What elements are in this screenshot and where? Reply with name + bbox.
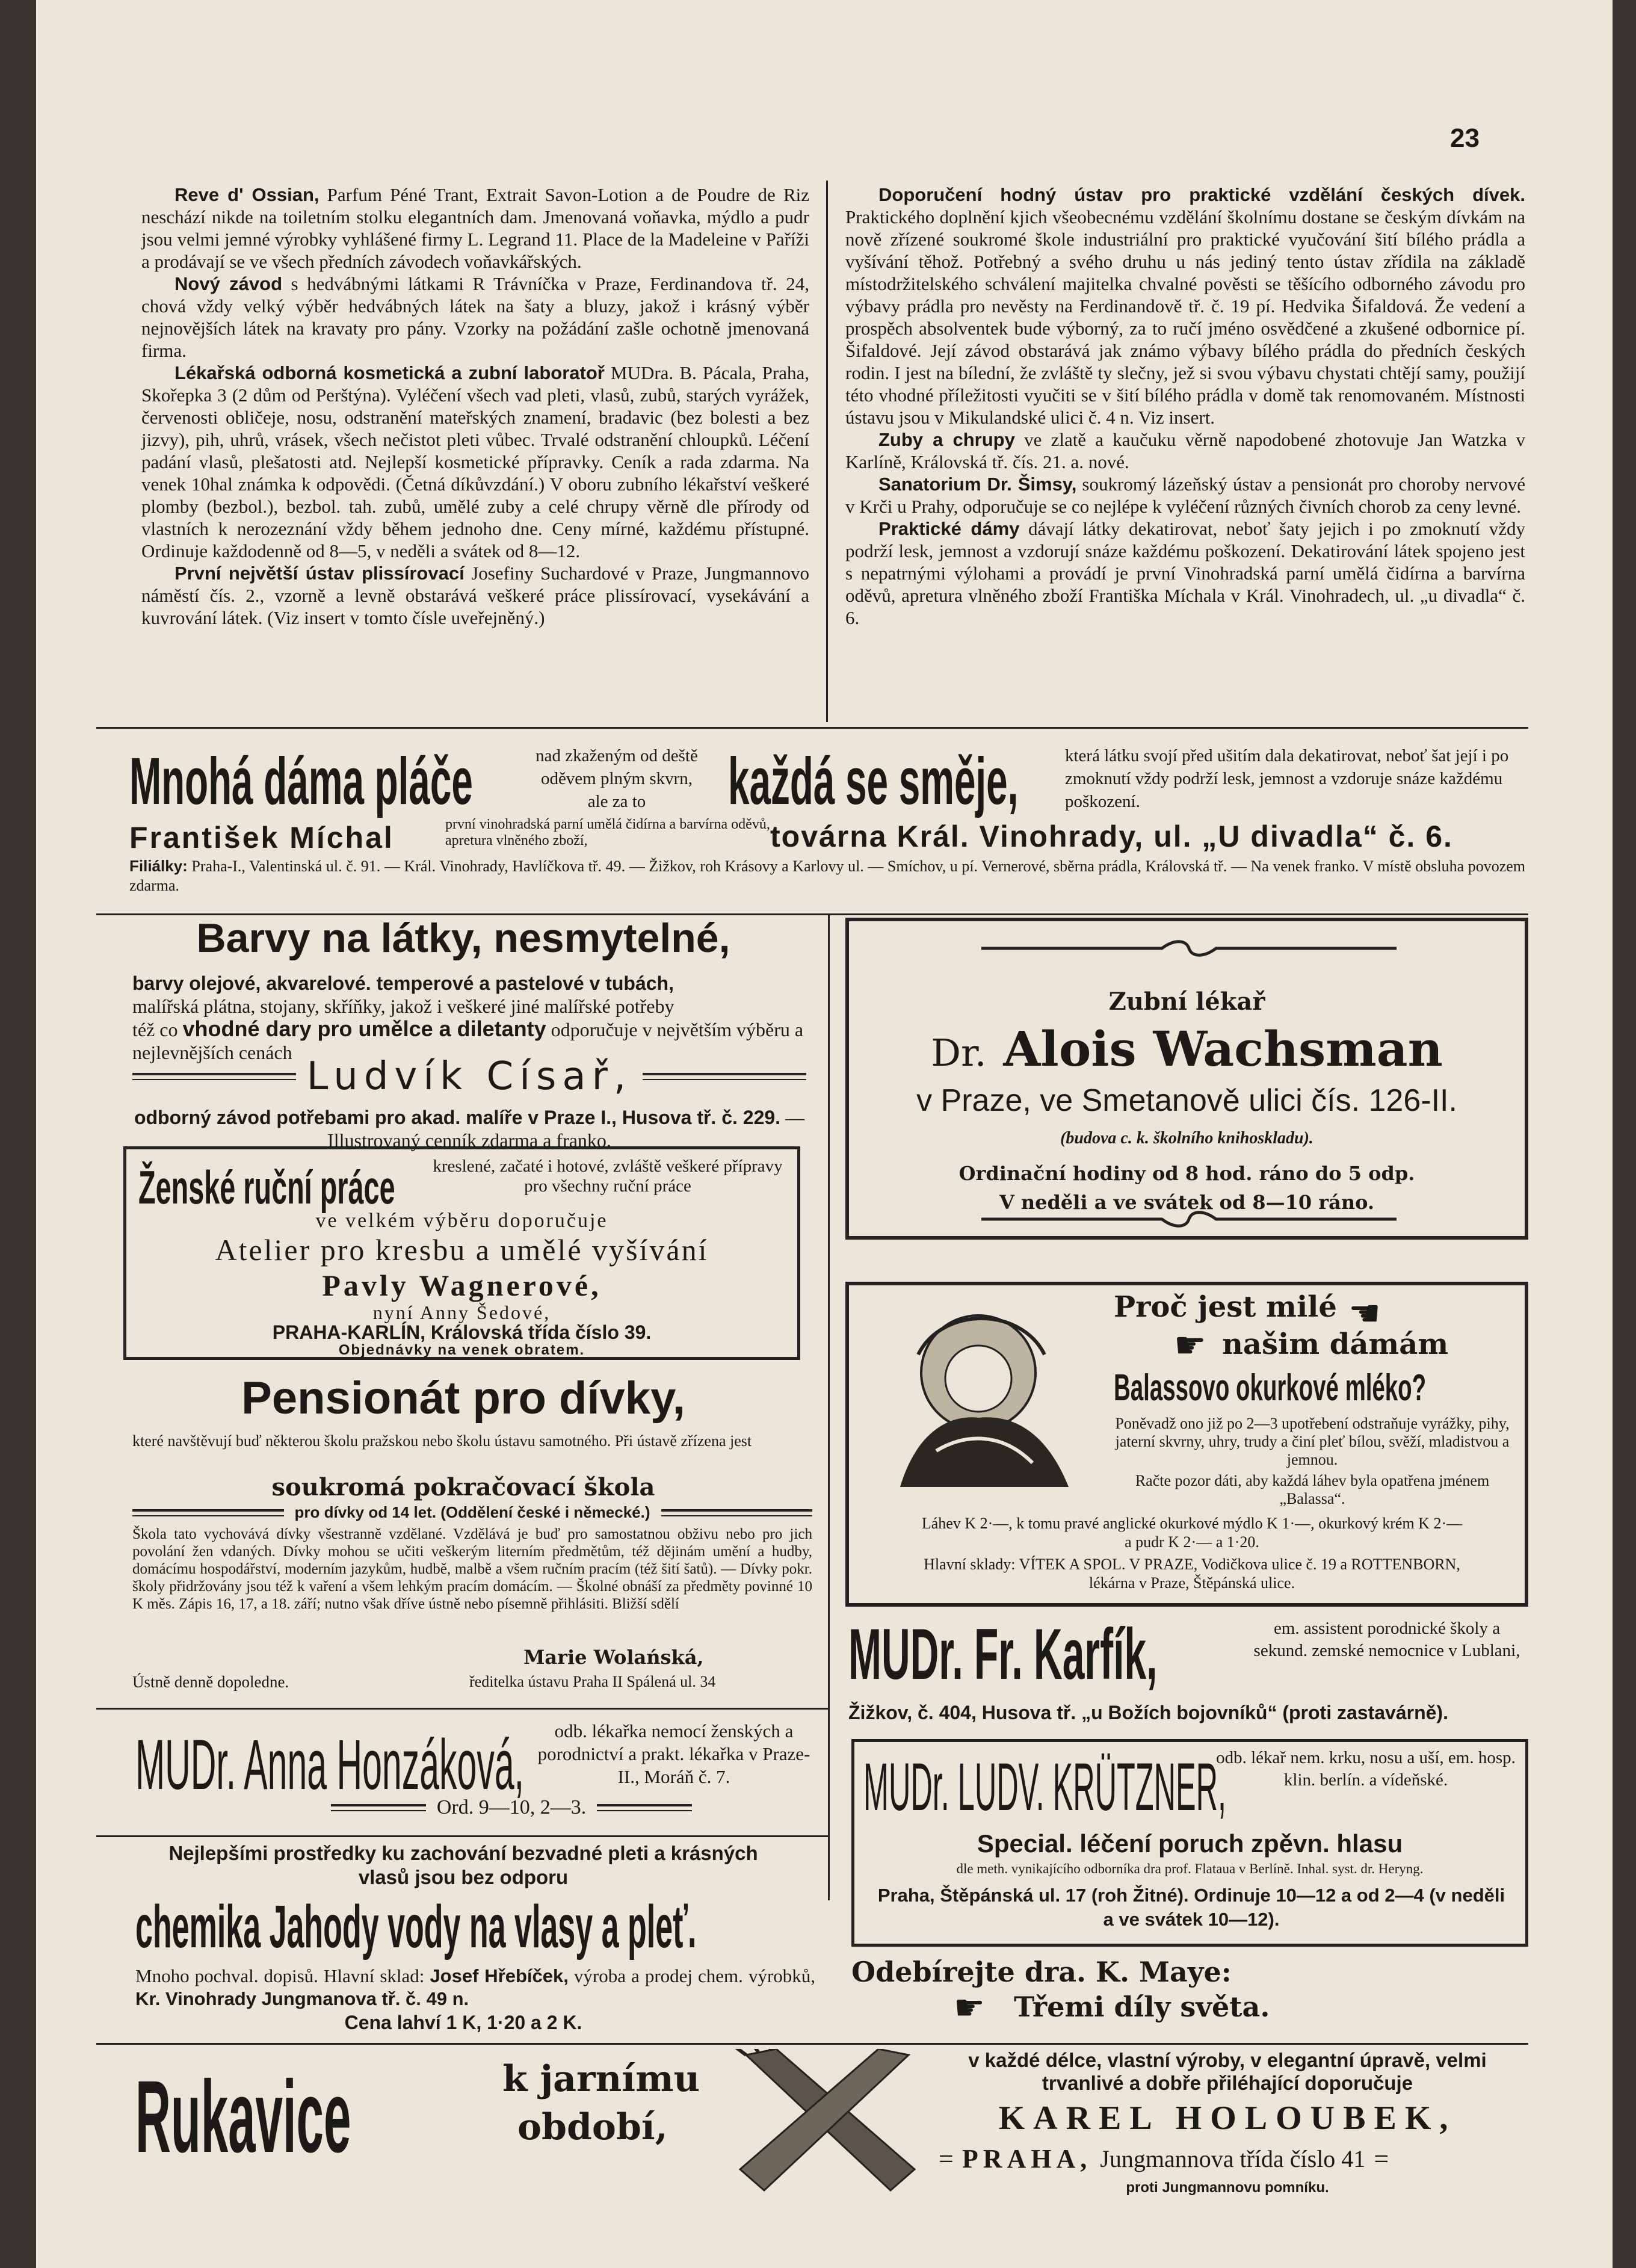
pointing-hand-icon: ☚ xyxy=(1348,1294,1381,1333)
divider-top-ads xyxy=(96,727,1528,729)
pension-title: Pensionát pro dívky, xyxy=(241,1373,685,1424)
wachsman-note: (budova c. k. školního knihoskladu). xyxy=(1060,1129,1313,1148)
jahoda-ad xyxy=(102,1841,824,2040)
paragraph-pacal: Lékařská odborná kosmetická a zubní laboratoř MUDra. B. Pácala, Praha, Skořepka 3 (2 dům od Perštýna). Vyléčení všech vad pleti, vlasů, zubů, starých vyrážek, červenosti obličeje, nosu, odstranění mateřských znamení, bradavic (bez bolesti a bez jizvy), pih, uhrů, vrásek, všech nečistot pleti vůbec. Trvalé odstranění chloupků. Léčení padání vlasů, plešatosti atd. Nejlepší kosmetické přípravky. Ceník a rada zdarma. Na venek 10hal známka k odpovědi. (Četná díkůvzdání.) V oboru zubního lékařství veškeré plomby (bezbol.), bezbol. tah. zubů, umělé zuby a celé chrupy věrně dle přírody od vlastních k nerozeznání vždy během jednoho dne. Ceny mírné, každému přístupné. Ordinuje každodenně od 8—5, v neděli a svátek od 8—12. xyxy=(141,362,809,561)
paragraph-prakticke-damy: Praktické dámy dávají látky dekatirovat, neboť šaty jejich i po zmoknutí vždy podrží lesk, jemnost a vzdorují snáze každému poškození. Dekatirování látek spojeno jest s nepatrnými výlohami a provádí je první Vinohradská parní umělá čidírna a barvírna oděvů, apretura vlněného zboží Františka Míchala v Král. Vinohradech, ul. „u divadla“ č. 6. xyxy=(845,518,1525,628)
wachsman-label: Zubní lékař xyxy=(1108,987,1265,1016)
michal-right-text: která látku svojí před ušitím dala dekatirovat, neboť šat její i po zmoknutí vždy podrží lesk, jemnost a vzdoruje snáze každému poškození. xyxy=(1065,746,1509,811)
balassa-stores: Hlavní sklady: VÍTEK A SPOL. V PRAZE, Vodičkova ulice č. 19 a ROTTENBORN, lékárna v Praze, Štěpánská ulice. xyxy=(924,1556,1460,1592)
karfik-name: MUDr. Fr. Karfík, xyxy=(848,1614,1158,1695)
lady-portrait-illustration xyxy=(864,1306,1099,1493)
honzakova-title: odb. lékařka nemocí ženských a porodnictví a prakt. lékařka v Praze-II., Moráň č. 7. xyxy=(537,1720,810,1787)
michal-name-sub: první vinohradská parní umělá čidírna a barvírna oděvů, apretura vlněného zboží, xyxy=(445,817,770,848)
cisar-name-row xyxy=(132,1054,806,1099)
balassa-prices: Láhev K 2·—, k tomu pravé anglické okurkové mýdlo K 1·—, okurkový krém K 2·— a pudr K 2·— a 1·20. xyxy=(921,1515,1463,1551)
wagnerova-title: Ženské ruční práce xyxy=(138,1161,395,1214)
paragraph-travnicek: Nový závod s hedvábnými látkami R Trávníčka v Praze, Ferdinandova tř. 24, chová vždy velký výběr hedvábných látek na šaty a bluzy, jakož i krásný výběr nejnovějších látek na kravaty pro pány. Vzorky na požádání zašle ochotně jmenovaná firma. xyxy=(141,273,809,361)
paragraph-watzka: Zuby a chrupy ve zlatě a kaučuku věrně napodobené zhotovuje Jan Watzka v Karlíně, Královská tř. čís. 21. a. nové. xyxy=(845,429,1525,472)
divider-left-1 xyxy=(96,1708,828,1710)
honzakova-name: MUDr. Anna Honzáková, xyxy=(135,1725,525,1805)
cisar-ad xyxy=(102,915,824,1155)
paragraph-suchardova: První největší ústav plissírovací Josefiny Suchardové v Praze, Jungmannovo náměstí čís. 2., vzorně a levně obstarává veškeré práce plissírovací, vysekávání a kuvrování látek. (Viz insert v tomto čísle uveřejněný.) xyxy=(141,563,809,628)
pension-ad xyxy=(102,1372,824,1697)
balassa-title1: Proč jest milé xyxy=(1114,1290,1337,1324)
karfik-title: em. assistent porodnické školy a sekund. zemské nemocnice v Lublani, xyxy=(1253,1619,1520,1660)
holoubek-text: v každé délce, vlastní výroby, v elegantní úpravě, velmi trvanlivé a dobře přiléhající doporučuje xyxy=(968,2049,1487,2094)
paragraph-sifaldova: Doporučení hodný ústav pro praktické vzdělání českých dívek. Praktického doplnění kjich všeobecnému vzdělání školnímu dostane se českým dívkám na nově zřízené soukromé škole industriální pro praktické vyučování šití bílého prádla a vyšívání těhož. Potřebný a svého druhu u nás jediný tento ústav zřídila na základě místodržitelského schválení majitelka chvalné pověsti se těšícího odborného závodu pro výbavy prádla pro nevěsty na Ferdinandově tř. č. 19 pí. Hedvika Šifaldová. Že vedení a prospěch absolventek bude výborný, za to ručí jméno osvědčené a zkušené odbornice pí. Šifaldové. Její závod obstarává jak známo výbavy bílého prádla do předních českých rodin. I jest na bílední, že zvláště ty slečny, jež si svou výbavu chystati chtějí samy, použijí této vhodné příležitosti vyučiti se v šití bílého prádla v domě tak renomovaném. Místnosti ústavu jsou v Mikulandské ulici č. 4 n. Viz insert. xyxy=(845,184,1525,428)
holoubek-title: Rukavice xyxy=(135,2060,351,2174)
michal-headline-right: každá se směje, xyxy=(728,744,1019,818)
pension-signer: Marie Wolańská, xyxy=(523,1646,704,1669)
michal-branches: Filiálky: Praha-I., Valentinská ul. č. 91. — Král. Vinohrady, Havlíčkova tř. 49. — Žižkov, roh Krásovy a Karlovy ul. — Smíchov, u pí. Vernerové, sběrna prádla, Královská tř. — Na venek franko. V místě obsluha povozem zdarma. xyxy=(129,857,1525,894)
pension-school: soukromá pokračovací škola xyxy=(271,1473,655,1501)
karfik-ad xyxy=(845,1613,1528,1733)
pension-signer-title: ředitelka ústavu Praha II Spálená ul. 34 xyxy=(469,1673,716,1690)
jahoda-title: chemika Jahody vody na vlasy a pleť. xyxy=(135,1893,697,1961)
pension-body: Škola tato vychovává dívky všestranně vzdělané. Vzdělává je buď pro samostatnou obživu nebo pro jich povolání žen vdaných. Dívky mohou se učiti veškerým literním předmětům, též dějinám umění a hudby, domácímu hospodářství, moderním jazykům, hudbě, malbě a všem ručním pracím (též šití šatů). — Dívky pokr. školy přidržovány jsou též k vaření a všem lehkým pracím domácím. — Školné obnáší za předměty povinné 10 K měs. Zápis 16, 17, a 18. září; nutno však dříve ústně nebo písemně přihlásiti. Bližší sdělí xyxy=(132,1526,812,1612)
maye-line2: Třemi díly světa. xyxy=(1014,1991,1270,2023)
wagnerova-address: PRAHA-KARLÍN, Královská třída číslo 39. xyxy=(272,1321,652,1343)
krutzner-title: odb. lékař nem. krku, nosu a uší, em. hosp. klin. berlín. a vídeňské. xyxy=(1216,1748,1516,1790)
maye-ad xyxy=(845,1956,1528,2028)
krutzner-address: Praha, Štěpánská ul. 17 (roh Žitné). Ordinuje 10—12 a od 2—4 (v neděli a ve svátek 10—12). xyxy=(877,1885,1505,1930)
krutzner-ad xyxy=(851,1739,1528,1947)
paragraph-ossian: Reve d' Ossian, Parfum Péné Trant, Extrait Savon-Lotion a de Poudre de Riz neschází nikde na toiletním stolku elegantních dam. Jmenovaná voňavka, mýdlo a pudr jsou velmi jemné výrobky vyhlášené firmy L. Legrand 11. Place de la Madeleine v Paříži a prodávají se ve všech předních závodech voňavkářských. xyxy=(141,184,809,272)
michal-name: František Míchal xyxy=(129,821,394,854)
column-divider xyxy=(826,181,828,722)
cisar-name: Ludvík Císař, xyxy=(306,1054,632,1099)
pointing-hand-icon-3: ☛ xyxy=(954,1988,985,2027)
holoubek-sub2: období, xyxy=(517,2106,668,2148)
page-number: 23 xyxy=(1450,123,1480,153)
honzakova-ad xyxy=(102,1715,824,1823)
cisar-title: Barvy na látky, nesmytelné, xyxy=(196,915,730,961)
krutzner-special: Special. léčení poruch zpěvn. hlasu xyxy=(977,1829,1403,1858)
crossed-gloves-illustration xyxy=(728,2049,927,2193)
wachsman-ad xyxy=(845,918,1528,1240)
pointing-hand-icon-2: ☛ xyxy=(1174,1326,1206,1365)
cisar-body: barvy olejové, akvarelové. temperové a pastelové v tubách, malířská plátna, stojany, skříňky, jakož i veškeré jiné malířské potřeby též co vhodné dary pro umělce a diletanty odporučuje v největším výběru a nejlevnějších cenách xyxy=(132,972,804,1063)
pension-intro: které navštěvují buď některou školu pražskou nebo školu ústavu samotného. Při ústavě zřízena jest xyxy=(132,1432,752,1450)
wagnerova-atelier: Atelier pro kresbu a umělé vyšívání xyxy=(215,1233,709,1267)
ornament-bottom xyxy=(981,1210,1397,1228)
divider-left-2 xyxy=(96,1835,828,1837)
ads-divider xyxy=(828,913,830,1900)
michal-headline-left: Mnohá dáma pláče xyxy=(129,744,473,818)
holoubek-address-row: = PRAHA, Jungmannova třída číslo 41 = xyxy=(939,2144,1389,2174)
holoubek-sub1: k jarnímu xyxy=(502,2058,700,2100)
honzakova-hours-row xyxy=(331,1796,692,1819)
jahoda-intro: Nejlepšími prostředky ku zachování bezvadné pleti a krásných vlasů jsou bez odporu xyxy=(168,1842,758,1888)
right-text-column xyxy=(845,184,1525,629)
balassa-text2: Račte pozor dáti, aby každá láhev byla opatřena jménem „Balassa“. xyxy=(1135,1472,1490,1507)
wachsman-address: v Praze, ve Smetanově ulici čís. 126-II. xyxy=(916,1083,1457,1118)
maye-line1: Odebírejte dra. K. Maye: xyxy=(851,1956,1232,1988)
honzakova-hours: Ord. 9—10, 2—3. xyxy=(436,1796,587,1818)
paragraph-simsa: Sanatorium Dr. Šimsy, soukromý lázeňský ústav a pensionát pro choroby nervové v Krči u Prahy, odporučuje se co nejlépe k vyléčení různých čivních chorob za ceny levné. xyxy=(845,474,1525,517)
krutzner-name: MUDr. LUDV. KRÜTZNER, xyxy=(863,1749,1227,1825)
holoubek-ad xyxy=(102,2046,1528,2220)
michal-mid-text: nad zkaženým od deště oděvem plným skvrn, ale za to xyxy=(536,746,698,811)
ornament-top xyxy=(981,939,1397,951)
wagnerova-ad xyxy=(123,1146,800,1360)
pension-hours: Ústně denně dopoledne. xyxy=(132,1673,289,1691)
pension-school-sub: pro dívky od 14 let. (Oddělení české i německé.) xyxy=(294,1503,650,1521)
pension-school-sub-row xyxy=(132,1503,812,1522)
holoubek-name: KAREL HOLOUBEK, xyxy=(998,2100,1457,2137)
holoubek-address: Jungmannova třída číslo 41 xyxy=(1100,2145,1366,2172)
balassa-product: Balassovo okurkové mléko? xyxy=(1114,1367,1427,1409)
michal-ad xyxy=(96,737,1528,912)
balassa-text1: Poněvadž ono již po 2—3 upotřebení odstraňuje vyrážky, pihy, jaterní skvrny, uhry, trudy a činí pleť bílou, svěží, mladistvou a jemnou. xyxy=(1115,1415,1510,1468)
left-text-column xyxy=(141,184,809,629)
holoubek-city: PRAHA, xyxy=(962,2144,1092,2174)
wagnerova-name: Pavly Wagnerové, xyxy=(322,1268,602,1302)
cisar-footer: odborný závod potřebami pro akad. malíře v Praze I., Husova tř. č. 229. — Illustrovaný cenník zdarma a franko. xyxy=(134,1107,805,1151)
wachsman-name-line: Dr. Alois Wachsman xyxy=(931,1021,1443,1077)
wagnerova-side: kreslené, začaté i hotové, zvláště veškeré přípravy pro všechny ruční práce xyxy=(433,1157,783,1196)
wagnerova-now: nyní Anny Šedové, xyxy=(372,1302,551,1323)
michal-factory: továrna Král. Vinohrady, ul. „U divadla“ č. 6. xyxy=(770,820,1453,853)
holoubek-opp: proti Jungmannovu pomníku. xyxy=(1126,2180,1329,2196)
jahoda-price: Cena lahví 1 K, 1·20 a 2 K. xyxy=(344,2012,582,2033)
divider-bottom xyxy=(96,2043,1528,2045)
wachsman-hours: Ordinační hodiny od 8 hod. ráno do 5 odp. V neděli a ve svátek od 8—10 ráno. xyxy=(958,1162,1415,1214)
balassa-title2: našim dámám xyxy=(1222,1327,1449,1361)
krutzner-method: dle meth. vynikajícího odborníka dra prof. Flataua v Berlíně. Inhal. syst. dr. Heryng. xyxy=(956,1861,1424,1876)
jahoda-body: Mnoho pochval. dopisů. Hlavní sklad: Josef Hřebíček, výroba a prodej chem. výrobků, Kr. Vinohrady Jungmanova tř. č. 49 n. xyxy=(135,1965,816,2009)
wagnerova-orders: Objednávky na venek obratem. xyxy=(338,1342,585,1358)
wagnerova-line: ve velkém výběru doporučuje xyxy=(315,1210,608,1232)
newspaper-page xyxy=(36,0,1613,2268)
karfik-address: Žižkov, č. 404, Husova tř. „u Božích bojovníků“ (proti zastavárně). xyxy=(848,1702,1448,1723)
balassa-ad xyxy=(845,1282,1528,1607)
